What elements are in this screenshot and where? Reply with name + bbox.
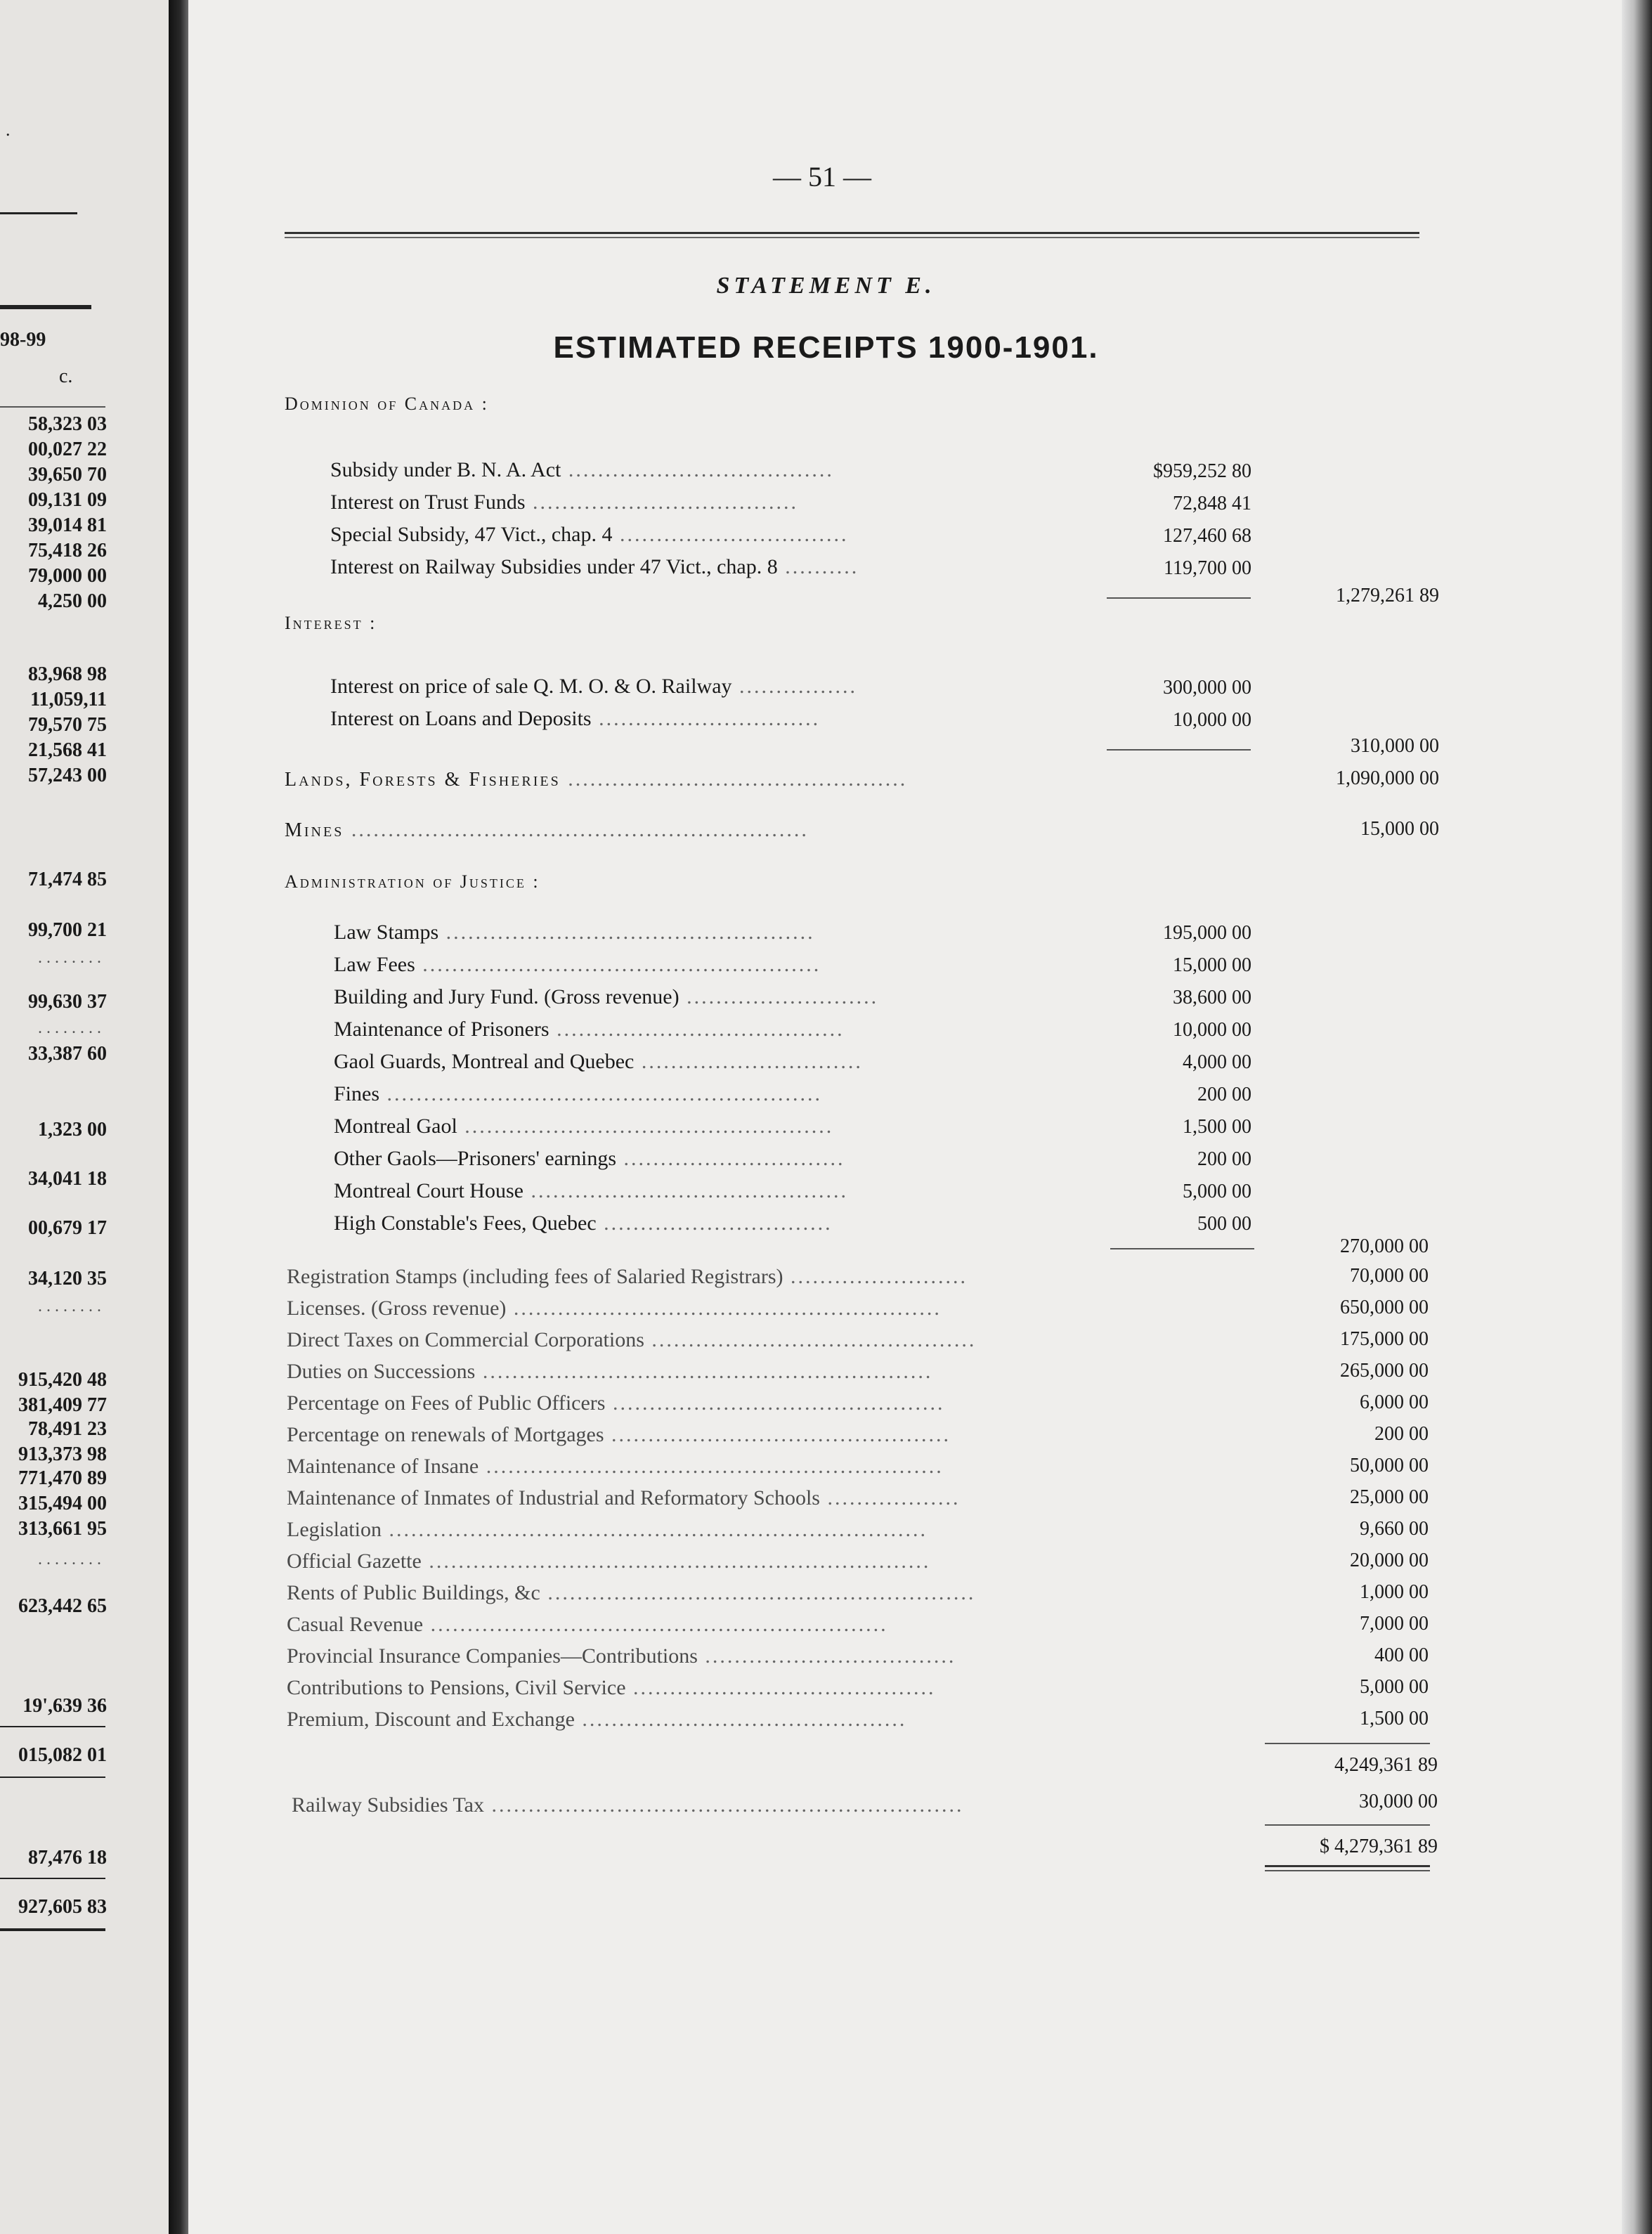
item-label: Lands, Forests & Fisheries bbox=[285, 769, 561, 791]
left-value: 78,491 23 bbox=[28, 1418, 107, 1440]
item-label: Building and Jury Fund. (Gross revenue) bbox=[334, 985, 679, 1008]
item-amount: 200 00 bbox=[1374, 1423, 1429, 1445]
item-label: Interest on price of sale Q. M. O. & O. Railway bbox=[330, 675, 732, 698]
line-item: Maintenance of Inmates of Industrial and Reformatory Schools .................. bbox=[287, 1486, 961, 1509]
left-value: 00,679 17 bbox=[28, 1217, 107, 1239]
left-value: 015,082 01 bbox=[18, 1744, 107, 1766]
item-label: Registration Stamps (including fees of Salaried Registrars) bbox=[287, 1265, 783, 1288]
item-label: Maintenance of Inmates of Industrial and Reformatory Schools bbox=[287, 1486, 820, 1509]
section-heading-interest: Interest : bbox=[285, 613, 377, 633]
item-label: Interest on Loans and Deposits bbox=[330, 707, 592, 730]
left-column-header: 98-99 bbox=[0, 329, 46, 351]
item-label: Railway Subsidies Tax bbox=[292, 1793, 484, 1817]
left-value: 623,442 65 bbox=[18, 1595, 107, 1617]
line-item: Official Gazette .................................................................... bbox=[287, 1550, 931, 1573]
left-value: 915,420 48 bbox=[18, 1369, 107, 1391]
item-label: Casual Revenue bbox=[287, 1613, 424, 1636]
line-item: Interest on Loans and Deposits .............................. bbox=[330, 707, 821, 730]
line-item: Interest on price of sale Q. M. O. & O. Railway ................ bbox=[330, 675, 858, 698]
item-amount: 9,660 00 bbox=[1360, 1518, 1429, 1540]
double-rule-2 bbox=[1265, 1870, 1430, 1871]
statement-label: STATEMENT E. bbox=[716, 273, 936, 299]
line-item: Provincial Insurance Companies—Contributions .................................. bbox=[287, 1644, 956, 1668]
left-value: 00,027 22 bbox=[28, 439, 107, 460]
double-rule bbox=[1265, 1865, 1430, 1867]
item-amount: 5,000 00 bbox=[1183, 1181, 1251, 1202]
item-amount: 25,000 00 bbox=[1350, 1486, 1429, 1508]
item-label: Premium, Discount and Exchange bbox=[287, 1708, 575, 1731]
left-value: 99,700 21 bbox=[28, 919, 107, 941]
left-value: 315,494 00 bbox=[18, 1493, 107, 1514]
left-value: 381,409 77 bbox=[18, 1394, 107, 1416]
left-value: 79,570 75 bbox=[28, 714, 107, 736]
left-value: 09,131 09 bbox=[28, 489, 107, 511]
item-label: Interest on Trust Funds bbox=[330, 491, 526, 514]
item-label: Other Gaols—Prisoners' earnings bbox=[334, 1147, 616, 1170]
section-heading-dominion: Dominion of Canada : bbox=[285, 394, 489, 414]
left-heavy-rule bbox=[0, 305, 91, 309]
section-total: 270,000 00 bbox=[1340, 1235, 1429, 1257]
line-item: Percentage on Fees of Public Officers ............................................. bbox=[287, 1391, 945, 1415]
line-item: Contributions to Pensions, Civil Service ......................................... bbox=[287, 1676, 936, 1699]
left-value: 11,059,11 bbox=[30, 689, 107, 710]
left-value: 39,650 70 bbox=[28, 464, 107, 486]
item-label: Direct Taxes on Commercial Corporations bbox=[287, 1328, 644, 1351]
item-label: Interest on Railway Subsidies under 47 Vict., chap. 8 bbox=[330, 555, 778, 578]
left-leader: ........ bbox=[38, 1297, 105, 1316]
left-value: 771,470 89 bbox=[18, 1467, 107, 1489]
left-value: 83,968 98 bbox=[28, 663, 107, 685]
item-amount: 265,000 00 bbox=[1340, 1360, 1429, 1382]
item-amount: 15,000 00 bbox=[1360, 818, 1439, 840]
item-amount: 7,000 00 bbox=[1360, 1613, 1429, 1635]
item-label: Special Subsidy, 47 Vict., chap. 4 bbox=[330, 523, 613, 546]
section-heading-justice: Administration of Justice : bbox=[285, 871, 540, 892]
line-item: Premium, Discount and Exchange ............................................ bbox=[287, 1708, 907, 1731]
left-value: 79,000 00 bbox=[28, 565, 107, 587]
left-value: 1,323 00 bbox=[38, 1119, 107, 1141]
line-item: Law Fees ...................................................... bbox=[334, 953, 821, 976]
item-label: Subsidy under B. N. A. Act bbox=[330, 458, 561, 481]
line-item: Law Stamps .................................................. bbox=[334, 921, 815, 944]
item-amount: 1,500 00 bbox=[1360, 1708, 1429, 1729]
item-amount: 200 00 bbox=[1197, 1148, 1251, 1170]
item-amount: 1,500 00 bbox=[1183, 1116, 1251, 1138]
item-label: Maintenance of Insane bbox=[287, 1455, 479, 1478]
left-value: 58,323 03 bbox=[28, 413, 107, 435]
header-rule-2 bbox=[285, 237, 1419, 238]
item-amount: 400 00 bbox=[1374, 1644, 1429, 1666]
line-item: Mines .............................................................. bbox=[285, 818, 809, 841]
item-label: Mines bbox=[285, 819, 344, 841]
item-amount: 70,000 00 bbox=[1350, 1265, 1429, 1287]
item-amount: 650,000 00 bbox=[1340, 1297, 1429, 1318]
left-value: 34,120 35 bbox=[28, 1268, 107, 1290]
item-label: Law Fees bbox=[334, 953, 415, 976]
left-unit: c. bbox=[59, 365, 73, 387]
left-value: 39,014 81 bbox=[28, 514, 107, 536]
left-value: 4,250 00 bbox=[38, 590, 107, 612]
left-rule-6 bbox=[0, 1928, 105, 1931]
item-label: Licenses. (Gross revenue) bbox=[287, 1297, 507, 1320]
left-value: 99,630 37 bbox=[28, 991, 107, 1013]
line-item: Legislation ......................................................................... bbox=[287, 1518, 928, 1541]
item-label: High Constable's Fees, Quebec bbox=[334, 1212, 597, 1235]
line-item: Maintenance of Insane .............................................................. bbox=[287, 1455, 944, 1478]
item-label: Fines bbox=[334, 1082, 380, 1105]
left-value: 313,661 95 bbox=[18, 1518, 107, 1540]
item-amount: 10,000 00 bbox=[1173, 709, 1251, 731]
item-label: Duties on Successions bbox=[287, 1360, 476, 1383]
line-item: Maintenance of Prisoners ....................................... bbox=[334, 1018, 845, 1041]
subtotal-rule bbox=[1110, 1248, 1254, 1249]
subtotal-rule bbox=[1265, 1743, 1430, 1744]
item-amount: 50,000 00 bbox=[1350, 1455, 1429, 1476]
left-leader: ........ bbox=[38, 949, 105, 967]
left-rule bbox=[0, 212, 77, 214]
item-label: Maintenance of Prisoners bbox=[334, 1018, 549, 1041]
line-item: Fines ........................................................... bbox=[334, 1082, 823, 1105]
left-value: 19',639 36 bbox=[22, 1695, 107, 1717]
item-amount: 119,700 00 bbox=[1164, 557, 1251, 579]
header-rule bbox=[285, 232, 1419, 234]
left-value: 87,476 18 bbox=[28, 1847, 107, 1869]
subtotal-amount: 4,249,361 89 bbox=[1334, 1754, 1438, 1776]
left-rule-3 bbox=[0, 1726, 105, 1727]
line-item: Casual Revenue .............................................................. bbox=[287, 1613, 888, 1636]
left-value: 927,605 83 bbox=[18, 1896, 107, 1918]
line-item: Duties on Successions ............................................................. bbox=[287, 1360, 933, 1383]
item-amount: 300,000 00 bbox=[1163, 677, 1251, 699]
line-item: Percentage on renewals of Mortgages .............................................. bbox=[287, 1423, 951, 1446]
item-amount: 20,000 00 bbox=[1350, 1550, 1429, 1571]
item-amount: 15,000 00 bbox=[1173, 954, 1251, 976]
item-label: Provincial Insurance Companies—Contributions bbox=[287, 1644, 698, 1668]
item-amount: 4,000 00 bbox=[1183, 1051, 1251, 1073]
line-item: Special Subsidy, 47 Vict., chap. 4 ............................... bbox=[330, 523, 849, 546]
item-amount: 38,600 00 bbox=[1173, 987, 1251, 1008]
item-label: Rents of Public Buildings, &c bbox=[287, 1581, 540, 1604]
line-item: Montreal Court House ........................................... bbox=[334, 1179, 848, 1202]
left-rule-2 bbox=[0, 406, 105, 408]
item-amount: 1,090,000 00 bbox=[1336, 767, 1439, 789]
item-label: Legislation bbox=[287, 1518, 382, 1541]
item-label: Percentage on Fees of Public Officers bbox=[287, 1391, 606, 1415]
left-value: 21,568 41 bbox=[28, 739, 107, 761]
item-amount: 1,000 00 bbox=[1360, 1581, 1429, 1603]
item-label: Gaol Guards, Montreal and Quebec bbox=[334, 1050, 635, 1073]
left-value: 71,474 85 bbox=[28, 869, 107, 890]
left-rule-5 bbox=[0, 1878, 105, 1879]
line-item: High Constable's Fees, Quebec ............................... bbox=[334, 1212, 833, 1235]
item-amount: 30,000 00 bbox=[1359, 1791, 1438, 1812]
item-amount: $959,252 80 bbox=[1153, 460, 1251, 482]
line-item: Interest on Trust Funds .................................... bbox=[330, 491, 799, 514]
item-label: Official Gazette bbox=[287, 1550, 422, 1573]
left-value: 913,373 98 bbox=[18, 1443, 107, 1465]
item-label: Contributions to Pensions, Civil Service bbox=[287, 1676, 626, 1699]
item-label: Law Stamps bbox=[334, 921, 439, 944]
line-item: Registration Stamps (including fees of Salaried Registrars) ........................ bbox=[287, 1265, 968, 1288]
item-label: Percentage on renewals of Mortgages bbox=[287, 1423, 604, 1446]
item-amount: 72,848 41 bbox=[1173, 493, 1251, 514]
left-value: 33,387 60 bbox=[28, 1043, 107, 1065]
section-total: 310,000 00 bbox=[1351, 735, 1439, 757]
item-amount: 127,460 68 bbox=[1163, 525, 1251, 547]
subtotal-rule bbox=[1107, 749, 1251, 751]
left-leader: ........ bbox=[38, 1550, 105, 1569]
left-leader: ........ bbox=[38, 1019, 105, 1037]
item-amount: 175,000 00 bbox=[1340, 1328, 1429, 1350]
item-amount: 6,000 00 bbox=[1360, 1391, 1429, 1413]
page-title: ESTIMATED RECEIPTS 1900-1901. bbox=[553, 330, 1099, 365]
item-amount: 5,000 00 bbox=[1360, 1676, 1429, 1698]
line-item: Subsidy under B. N. A. Act .................................... bbox=[330, 458, 834, 481]
stray-mark: . bbox=[6, 119, 11, 140]
line-item: Montreal Gaol .................................................. bbox=[334, 1115, 834, 1138]
line-item: Direct Taxes on Commercial Corporations ............................................ bbox=[287, 1328, 977, 1351]
line-item: Licenses. (Gross revenue) .......................................................... bbox=[287, 1297, 942, 1320]
line-item: Interest on Railway Subsidies under 47 Vict., chap. 8 .......... bbox=[330, 555, 859, 578]
section-total: 1,279,261 89 bbox=[1336, 585, 1439, 606]
subtotal-rule bbox=[1107, 597, 1251, 599]
line-item: Rents of Public Buildings, &c .......................................................... bbox=[287, 1581, 976, 1604]
item-amount: 200 00 bbox=[1197, 1084, 1251, 1105]
item-amount: 500 00 bbox=[1197, 1213, 1251, 1235]
item-label: Montreal Court House bbox=[334, 1179, 523, 1202]
item-label: Montreal Gaol bbox=[334, 1115, 457, 1138]
item-amount: 195,000 00 bbox=[1163, 922, 1251, 944]
total-rule bbox=[1265, 1824, 1430, 1826]
left-value: 57,243 00 bbox=[28, 765, 107, 786]
left-value: 75,418 26 bbox=[28, 540, 107, 561]
line-item: Lands, Forests & Fisheries .............................................. bbox=[285, 767, 908, 791]
line-item: Railway Subsidies Tax ................................................................ bbox=[292, 1793, 964, 1817]
page-number: — 51 — bbox=[773, 161, 871, 193]
left-value: 34,041 18 bbox=[28, 1168, 107, 1190]
line-item: Building and Jury Fund. (Gross revenue) .......................... bbox=[334, 985, 879, 1008]
grand-total: $ 4,279,361 89 bbox=[1320, 1836, 1438, 1857]
left-rule-4 bbox=[0, 1777, 105, 1778]
item-amount: 10,000 00 bbox=[1173, 1019, 1251, 1041]
line-item: Gaol Guards, Montreal and Quebec .............................. bbox=[334, 1050, 863, 1073]
line-item: Other Gaols—Prisoners' earnings .............................. bbox=[334, 1147, 845, 1170]
